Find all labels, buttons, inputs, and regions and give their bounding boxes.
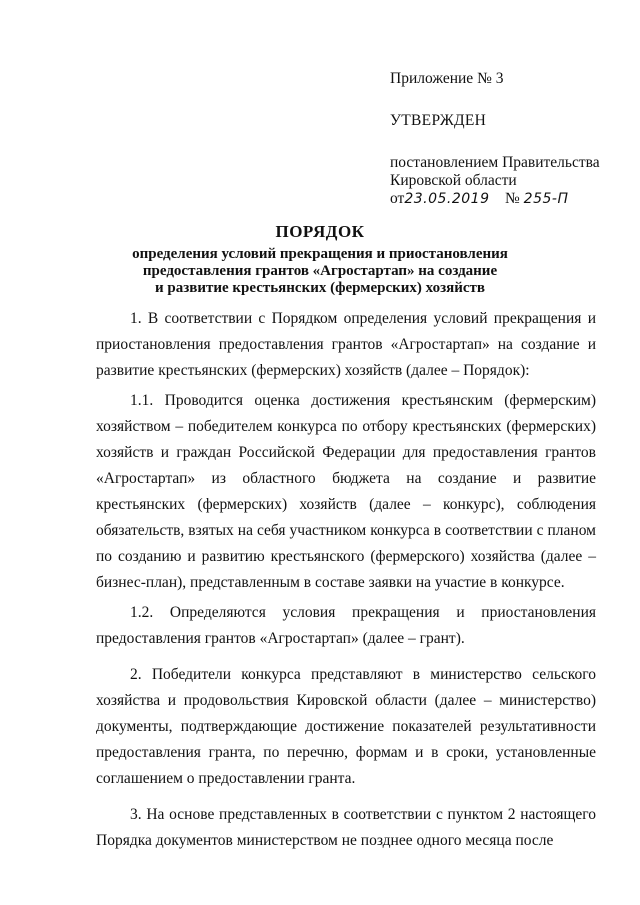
paragraph-1: 1. В соответствии с Порядком определения условий прекращения и приостановления предоставления грантов «Агростартап» на создание и развитие крестьянских (фермерских) хозяйств (далее – Порядок): xyxy=(96,310,596,379)
number-prefix: № xyxy=(505,190,520,207)
annex-number: Приложение № 3 xyxy=(390,70,504,87)
paragraph-1-1: 1.1. Проводится оценка достижения крестьянским (фермерским) хозяйством – победителем конкурса по отбору крестьянских (фермерских) хозяйств и граждан Российской Федерации для предоставления грантов «Агростартап» из областного бюджета на создание и развитие крестьянских (фермерских) хозяйств (далее – конкурс), соблюдения обязательств, взятых на себя участником конкурса в соответствии с планом по созданию и развитию крестьянского (фермерского) хозяйства (далее – бизнес-план), представленным в составе заявки на участие в конкурсе. xyxy=(96,392,596,591)
document-title: ПОРЯДОК xyxy=(275,222,365,241)
document-title-block xyxy=(80,222,560,297)
title-subline-1: определения условий прекращения и приостановления xyxy=(132,246,508,262)
approval-line-region: Кировской области xyxy=(390,172,517,189)
title-subline-3: и развитие крестьянских (фермерских) хозяйств xyxy=(154,280,486,296)
date-prefix: от xyxy=(390,190,405,207)
approved-heading: УТВЕРЖДЕН xyxy=(390,112,487,129)
paragraph-1-2: 1.2. Определяются условия прекращения и приостановления предоставления грантов «Агростартап» (далее – грант). xyxy=(96,604,596,647)
paragraph-3: 3. На основе представленных в соответствии с пунктом 2 настоящего Порядка документов министерством не позднее одного месяца после xyxy=(96,806,596,849)
handwritten-date: 23.05.2019 xyxy=(404,191,490,207)
approval-date-number xyxy=(390,190,620,208)
document-body xyxy=(96,306,596,858)
title-subline-2: предоставления грантов «Агростартап» на создание xyxy=(142,263,498,279)
approval-line-government: постановлением Правительства xyxy=(390,154,600,171)
handwritten-number: 255-П xyxy=(523,191,569,207)
approval-stamp-block xyxy=(390,70,620,208)
paragraph-2: 2. Победители конкурса представляют в министерство сельского хозяйства и продовольствия Кировской области (далее – министерство) документы, подтверждающие достижение показателей результативности предоставления гранта, по перечню, формам и в сроки, установленные соглашением о предоставлении гранта. xyxy=(96,666,596,787)
